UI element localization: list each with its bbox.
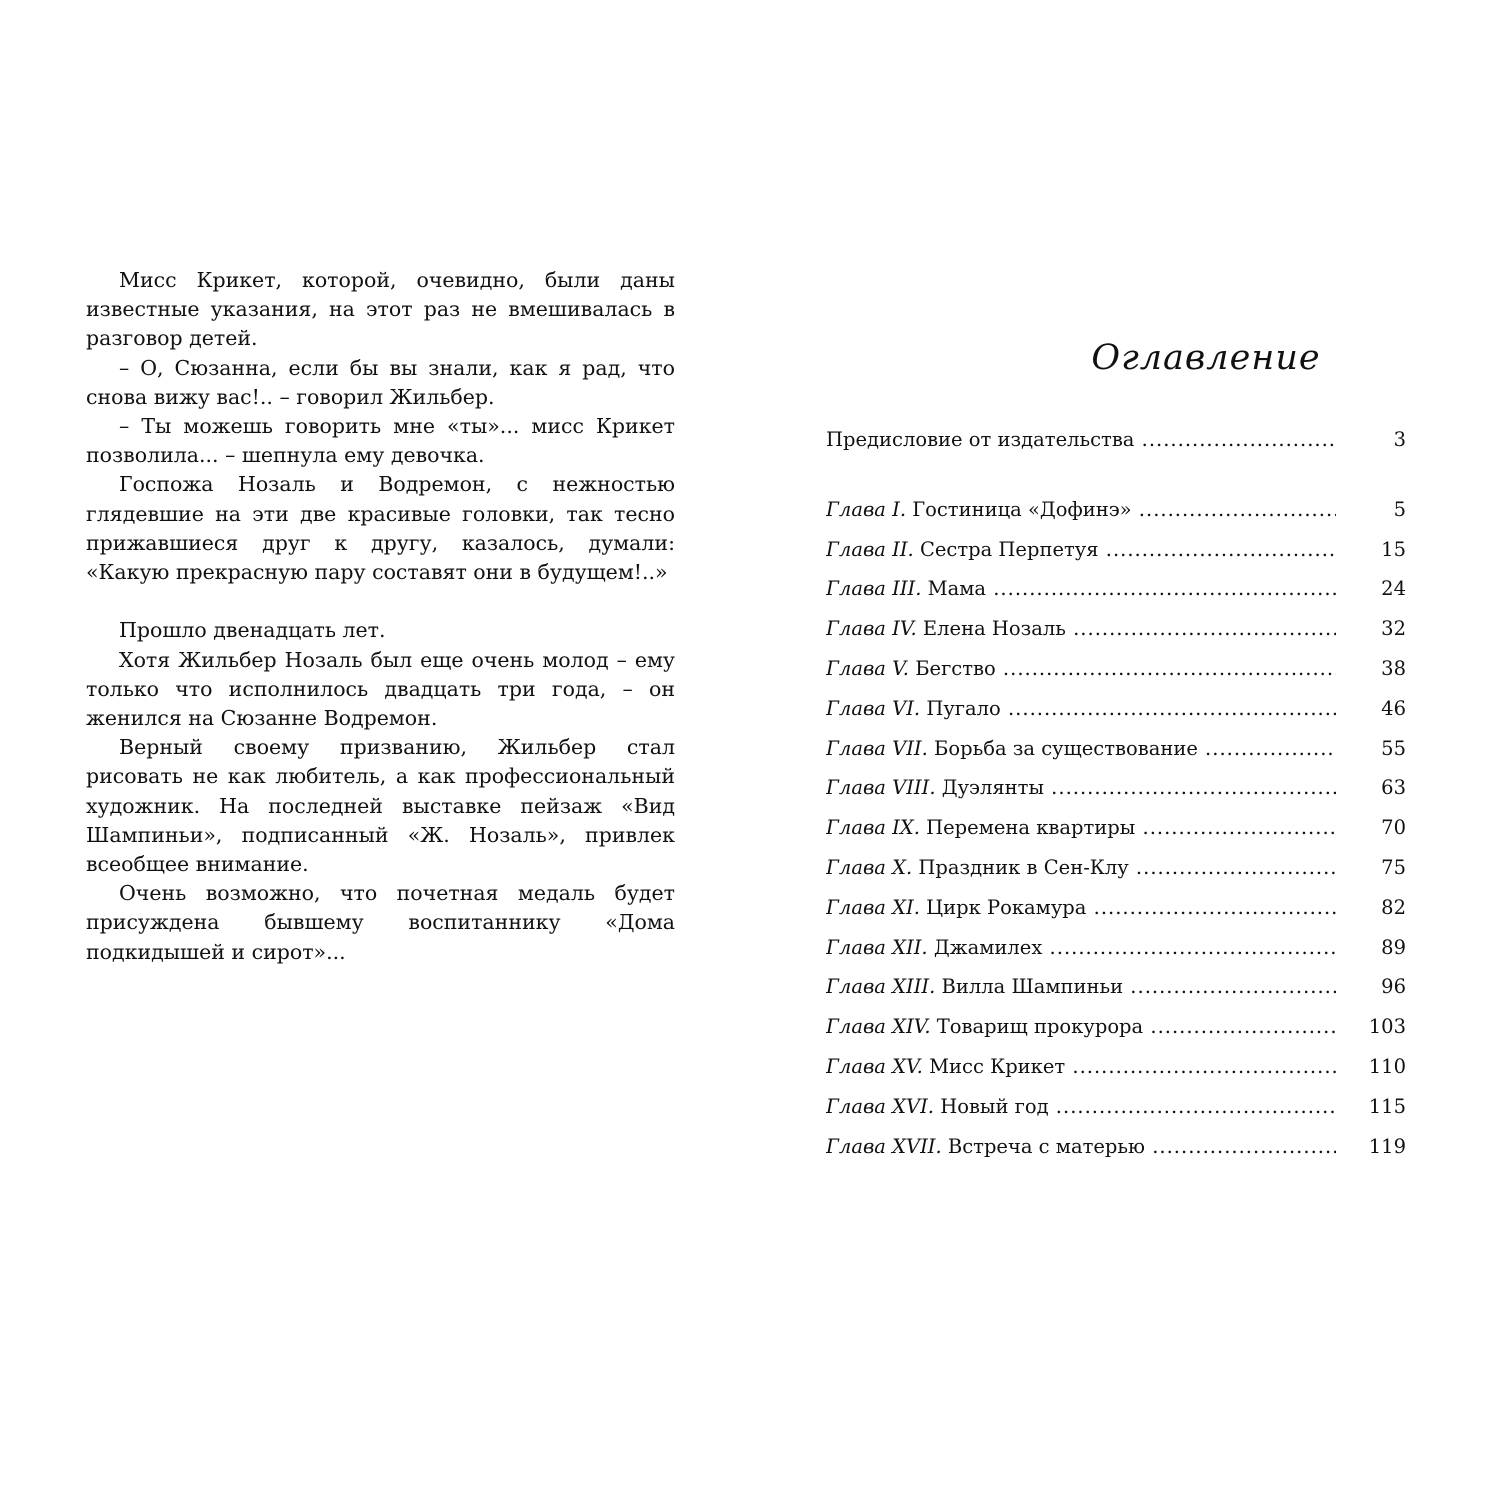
toc-chapter-heading bbox=[826, 574, 1336, 604]
toc-chapter-page: 5 bbox=[1393, 497, 1406, 521]
toc-chapter-label: Глава IX. bbox=[826, 816, 920, 840]
story-paragraph: Хотя Жильбер Нозаль был еще очень молод – ему только что исполнилось двадцать три года, – он женился на Сюзанне Водремон. bbox=[86, 647, 675, 731]
toc-chapter-entry[interactable] bbox=[826, 1132, 1406, 1172]
toc-chapter-page: 38 bbox=[1381, 656, 1406, 680]
toc-chapter-entry[interactable] bbox=[826, 933, 1406, 973]
toc-chapter-label: Глава XIII. bbox=[826, 975, 936, 999]
toc-title: Оглавление bbox=[1091, 338, 1321, 378]
toc-chapter-page: 119 bbox=[1368, 1134, 1406, 1158]
toc-chapter-heading bbox=[826, 853, 1336, 883]
table-of-contents bbox=[826, 425, 1406, 1171]
toc-chapter-label: Глава XII. bbox=[826, 935, 928, 959]
toc-chapter-heading bbox=[826, 773, 1336, 803]
toc-chapter-page: 32 bbox=[1381, 617, 1406, 641]
toc-chapter-entry[interactable] bbox=[826, 853, 1406, 893]
toc-chapter-label: Глава III. bbox=[826, 577, 922, 601]
toc-chapter-label: Глава XIV. bbox=[826, 1015, 931, 1039]
toc-chapter-title: Сестра Перпетуя bbox=[919, 537, 1099, 561]
toc-chapter-page: 96 bbox=[1381, 975, 1406, 999]
toc-chapter-entry[interactable] bbox=[826, 654, 1406, 694]
story-paragraph: Мисс Крикет, которой, очевидно, были даны известные указания, на этот раз не вмешивалась в разговор детей. bbox=[86, 268, 675, 351]
toc-chapter-entry[interactable] bbox=[826, 734, 1406, 774]
toc-chapter-title: Пугало bbox=[926, 696, 1001, 720]
toc-chapter-label: Глава VII. bbox=[826, 736, 928, 760]
toc-chapter-title: Джамилех bbox=[933, 935, 1043, 959]
toc-chapter-entry[interactable] bbox=[826, 495, 1406, 535]
toc-chapter-title: Елена Нозаль bbox=[922, 617, 1066, 641]
toc-chapter-title: Встреча с матерью bbox=[947, 1134, 1146, 1158]
toc-chapter-label: Глава XV. bbox=[826, 1054, 923, 1078]
toc-chapter-heading bbox=[826, 1132, 1336, 1162]
toc-chapter-title: Цирк Рокамура bbox=[926, 895, 1087, 919]
toc-chapter-page: 46 bbox=[1381, 696, 1406, 720]
toc-chapter-heading bbox=[826, 1052, 1336, 1082]
toc-chapter-heading bbox=[826, 1012, 1336, 1042]
story-paragraph: – Ты можешь говорить мне «ты»... мисс Крикет позволила... – шепнула ему девочка. bbox=[86, 414, 675, 468]
toc-chapter-entry[interactable] bbox=[826, 574, 1406, 614]
toc-chapter-label: Глава II. bbox=[826, 537, 914, 561]
story-paragraph: – О, Сюзанна, если бы вы знали, как я рад, что снова вижу вас!.. – говорил Жильбер. bbox=[86, 355, 675, 409]
toc-chapter-entry[interactable] bbox=[826, 535, 1406, 575]
toc-chapter-title: Дуэлянты bbox=[941, 776, 1044, 800]
toc-chapter-page: 15 bbox=[1381, 537, 1406, 561]
toc-chapter-entry[interactable] bbox=[826, 1012, 1406, 1052]
toc-preface-title: Предисловие от издательства ..... bbox=[826, 425, 1336, 455]
toc-chapter-page: 24 bbox=[1381, 577, 1406, 601]
toc-chapter-page: 75 bbox=[1381, 855, 1406, 879]
toc-chapter-page: 103 bbox=[1368, 1015, 1406, 1039]
toc-chapter-heading bbox=[826, 694, 1336, 724]
toc-chapter-title: Гостиница «Дофинэ» bbox=[912, 497, 1132, 521]
toc-chapter-title: Мама bbox=[927, 577, 987, 601]
toc-chapter-entry[interactable] bbox=[826, 893, 1406, 933]
toc-chapter-heading bbox=[826, 535, 1336, 565]
toc-chapter-page: 82 bbox=[1381, 895, 1406, 919]
toc-chapter-label: Глава XVI. bbox=[826, 1094, 934, 1118]
toc-chapter-entry[interactable] bbox=[826, 614, 1406, 654]
toc-chapter-title: Бегство bbox=[915, 656, 996, 680]
toc-chapter-title: Перемена квартиры bbox=[926, 816, 1136, 840]
toc-chapter-entry[interactable] bbox=[826, 1092, 1406, 1132]
toc-chapter-entry[interactable] bbox=[826, 694, 1406, 734]
toc-chapter-heading bbox=[826, 495, 1336, 525]
toc-chapter-heading bbox=[826, 734, 1336, 764]
toc-chapter-heading bbox=[826, 614, 1336, 644]
toc-chapter-label: Глава X. bbox=[826, 855, 913, 879]
toc-chapter-label: Глава VIII. bbox=[826, 776, 936, 800]
toc-chapter-page: 70 bbox=[1381, 816, 1406, 840]
toc-chapter-label: Глава XI. bbox=[826, 895, 920, 919]
story-paragraph: Верный своему призванию, Жильбер стал рисовать не как любитель, а как профессиональный художник. На последней выставке пейзаж «Вид Шампиньи», подписанный «Ж. Нозаль», привлек всеобщее внимание. bbox=[86, 735, 675, 877]
toc-chapter-page: 89 bbox=[1381, 935, 1406, 959]
toc-chapter-title: Новый год bbox=[940, 1094, 1049, 1118]
toc-chapter-heading bbox=[826, 893, 1336, 923]
story-paragraph: Госпожа Нозаль и Водремон, с нежностью глядевшие на эти две красивые головки, так тесно прижавшиеся друг к другу, казалось, думали: «Какую прекрасную пару составят они в будущем!..» bbox=[86, 472, 675, 585]
toc-chapter-entry[interactable] bbox=[826, 972, 1406, 1012]
toc-chapter-label: Глава I. bbox=[826, 497, 907, 521]
toc-chapter-page: 55 bbox=[1381, 736, 1406, 760]
toc-chapter-title: Товарищ прокурора bbox=[936, 1015, 1144, 1039]
toc-chapter-label: Глава IV. bbox=[826, 617, 917, 641]
toc-chapter-heading bbox=[826, 972, 1336, 1002]
toc-preface-entry[interactable] bbox=[826, 425, 1406, 465]
right-page bbox=[750, 0, 1500, 1500]
toc-chapter-label: Глава VI. bbox=[826, 696, 921, 720]
story-text bbox=[86, 266, 675, 967]
toc-chapter-heading bbox=[826, 654, 1336, 684]
toc-chapter-heading bbox=[826, 1092, 1336, 1122]
toc-chapter-heading bbox=[826, 933, 1336, 963]
toc-chapter-page: 63 bbox=[1381, 776, 1406, 800]
story-paragraph: Прошло двенадцать лет. bbox=[119, 618, 386, 643]
toc-chapter-page: 110 bbox=[1368, 1054, 1406, 1078]
toc-chapter-entry[interactable] bbox=[826, 1052, 1406, 1092]
toc-preface-page: 3 bbox=[1393, 428, 1406, 451]
toc-chapter-heading bbox=[826, 813, 1336, 843]
toc-chapter-title: Праздник в Сен-Клу bbox=[918, 855, 1129, 879]
toc-chapter-entry[interactable] bbox=[826, 813, 1406, 853]
toc-chapter-title: Борьба за существование bbox=[934, 736, 1198, 760]
toc-chapter-title: Вилла Шампиньи bbox=[941, 975, 1124, 999]
toc-chapter-page: 115 bbox=[1368, 1094, 1406, 1118]
toc-chapter-entry[interactable] bbox=[826, 773, 1406, 813]
toc-chapter-label: Глава V. bbox=[826, 656, 909, 680]
toc-chapter-list bbox=[826, 495, 1406, 1172]
story-paragraph: Очень возможно, что почетная медаль будет присуждена бывшему воспитаннику «Дома подкидышей и сирот»... bbox=[86, 881, 675, 964]
toc-chapter-label: Глава XVII. bbox=[826, 1134, 942, 1158]
toc-chapter-title: Мисс Крикет bbox=[929, 1054, 1066, 1078]
